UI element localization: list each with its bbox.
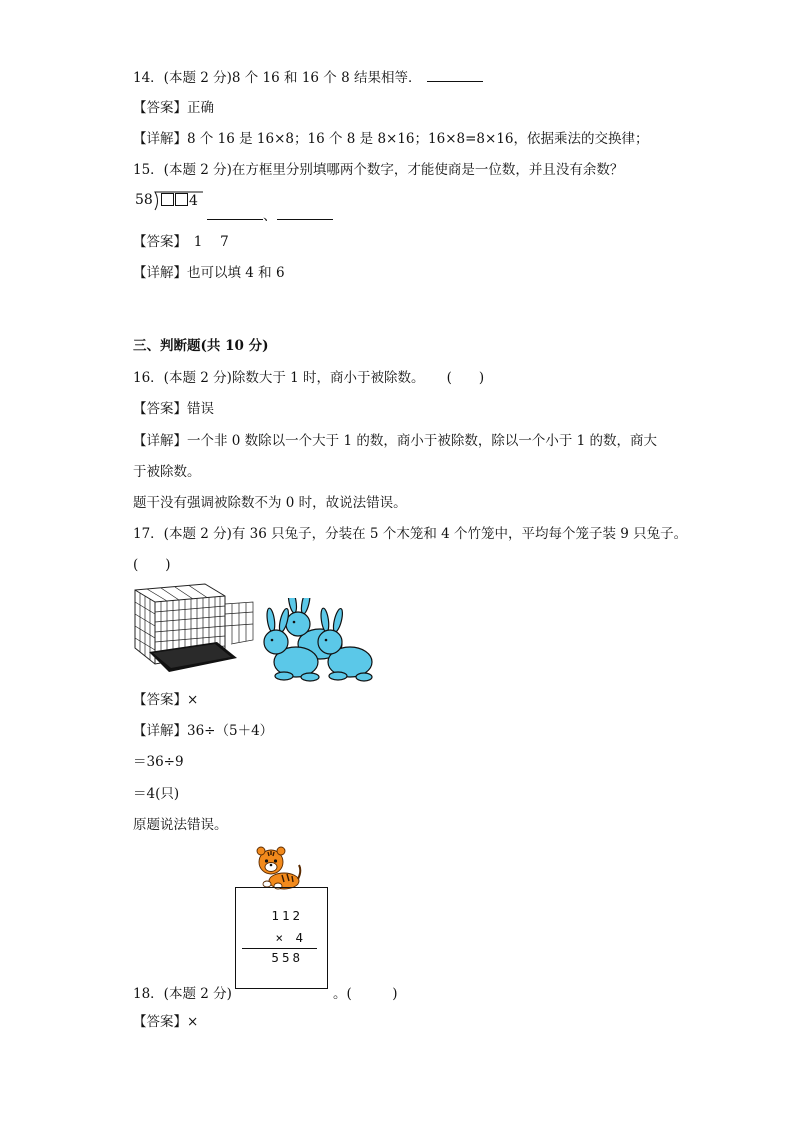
q18-stem: 18．(本题 2 分) bbox=[133, 986, 232, 1002]
q16-detail-3: 题干没有强调被除数不为 0 时，故说法错误。 bbox=[133, 495, 407, 511]
q15-blank-1[interactable] bbox=[207, 206, 263, 220]
q15-blank-2[interactable] bbox=[277, 206, 333, 220]
q14-stem: 14．(本题 2 分)8 个 16 和 16 个 8 结果相等． bbox=[133, 68, 483, 87]
q14-detail: 【详解】8 个 16 是 16×8；16 个 8 是 8×16；16×8=8×16，依据乘法的交换律； bbox=[133, 131, 649, 147]
q14-answer-blank[interactable] bbox=[427, 68, 483, 82]
section-title: 三、判断题(共 10 分) bbox=[133, 338, 269, 354]
tiger-image bbox=[254, 845, 302, 891]
wire-cage-image bbox=[133, 582, 258, 678]
q15-blanks: 、 bbox=[207, 206, 333, 225]
q15-answer: 【答案】 1 7 bbox=[133, 234, 229, 250]
q15-stem: 15．(本题 2 分)在方框里分别填哪两个数字，才能使商是一位数，并且没有余数？ bbox=[133, 162, 624, 178]
q15-long-division bbox=[133, 190, 213, 212]
q17-answer: 【答案】× bbox=[133, 692, 199, 708]
q16-detail-1: 【详解】一个非 0 数除以一个大于 1 的数，商小于被除数，除以一个小于 1 的数，商大 bbox=[133, 433, 658, 449]
q17-stem: 17．(本题 2 分)有 36 只兔子，分装在 5 个木笼和 4 个竹笼中，平均每个笼子装 9 只兔子。 bbox=[133, 526, 688, 542]
q15-digit-box-2[interactable] bbox=[175, 193, 188, 206]
multiplication-frame bbox=[235, 887, 328, 989]
q16-answer: 【答案】错误 bbox=[133, 401, 214, 417]
q15-digit-box-1[interactable] bbox=[161, 193, 174, 206]
mult-result: 558 bbox=[271, 950, 303, 965]
mult-operator-row: × 4 bbox=[275, 930, 303, 945]
q15-dividend: 4 bbox=[161, 193, 198, 209]
q16-detail-2: 于被除数。 bbox=[133, 464, 201, 480]
q16-answer-paren[interactable]: ( ) bbox=[446, 370, 485, 386]
q17-detail-2: ＝36÷9 bbox=[133, 754, 184, 770]
q17-answer-paren[interactable]: ( ) bbox=[133, 557, 171, 573]
q18-answer-paren[interactable]: 。( ) bbox=[333, 986, 398, 1002]
mult-top: 112 bbox=[271, 908, 303, 923]
mult-bar bbox=[242, 948, 317, 949]
q17-detail-4: 原题说法错误。 bbox=[133, 817, 228, 833]
rabbits-image bbox=[254, 598, 374, 684]
q15-divisor: 58 bbox=[135, 192, 153, 208]
q17-detail-3: ＝4(只) bbox=[133, 786, 180, 802]
q14-answer: 【答案】正确 bbox=[133, 100, 214, 116]
q15-detail: 【详解】也可以填 4 和 6 bbox=[133, 265, 285, 281]
q16-stem: 16．(本题 2 分)除数大于 1 时，商小于被除数。 ( ) bbox=[133, 370, 485, 386]
q17-detail-1: 【详解】36÷（5＋4） bbox=[133, 723, 274, 739]
q18-answer: 【答案】× bbox=[133, 1014, 199, 1030]
